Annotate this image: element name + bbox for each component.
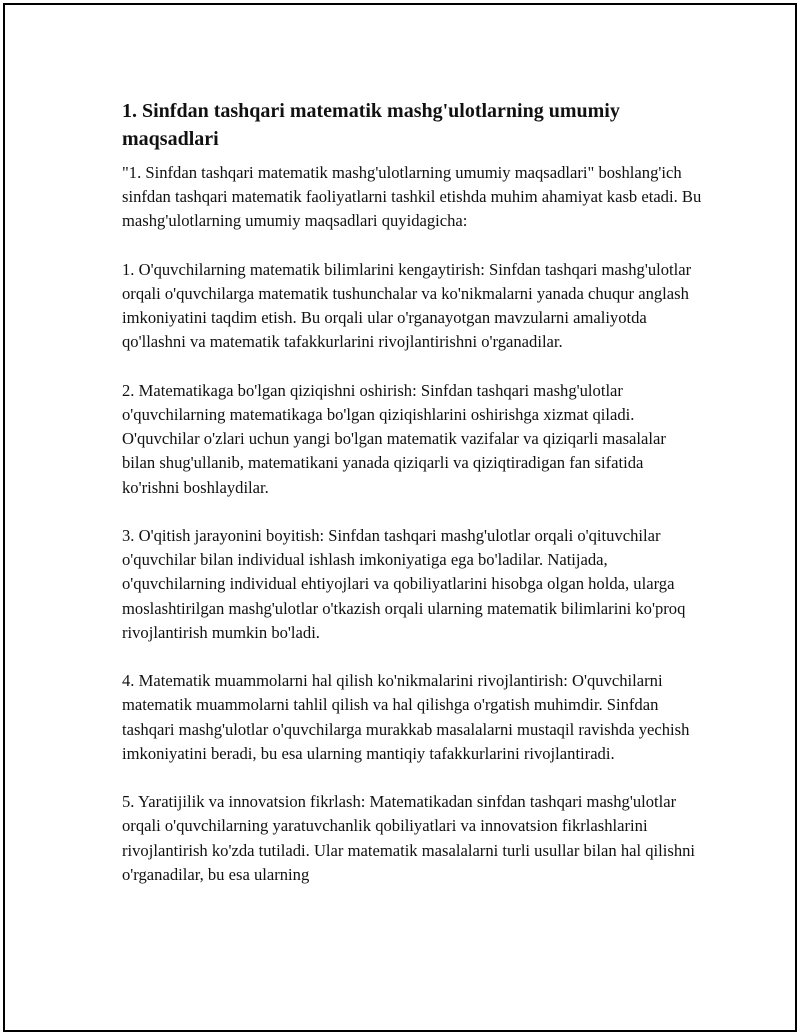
goal-item-1: 1. O'quvchilarning matematik bilimlarini kengaytirish: Sinfdan tashqari mashg'ulotlar orqali o'quvchilarga matematik tushunchalar va ko'nikmalarni yanada chuqur anglash imkoniyatini taqdim etish. Bu orqali ular o'rganayotgan mavzularni amaliyotda qo'llashni va matematik tafakkurlarini rivojlantirishni o'rganadilar. bbox=[122, 259, 692, 352]
paragraph-gap bbox=[122, 766, 702, 790]
intro-paragraph: "1. Sinfdan tashqari matematik mashg'ulotlarning umumiy maqsadlari" boshlang'ich sinfdan tashqari matematik faoliyatlarni tashkil etishda muhim ahamiyat kasb etadi. Bu mashg'ulotlarning umumiy maqsadlari quyidagicha: bbox=[122, 163, 702, 231]
section-heading: 1. Sinfdan tashqari matematik mashg'ulotlarning umumiy maqsadlari bbox=[122, 100, 620, 150]
goal-item-3: 3. O'qitish jarayonini boyitish: Sinfdan tashqari mashg'ulotlar orqali o'qituvchilar o'quvchilar bilan individual ishlash imkoniyatiga ega bo'ladilar. Natijada, o'quvchilarning individual ehtiyojlari va qobiliyatlarini hisobga olgan holda, ularga moslashtirilgan mashg'ulotlar o'tkazish orqali ularning matematik bilimlarini ko'proq rivojlantirish mumkin bo'ladi. bbox=[122, 526, 686, 642]
paragraph-gap bbox=[122, 645, 702, 669]
paragraph-gap bbox=[122, 355, 702, 379]
goal-item-5: 5. Yaratijilik va innovatsion fikrlash: Matematikadan sinfdan tashqari mashg'ulotlar orqali o'quvchilarning yaratuvchanlik qobiliyatlari va innovatsion fikrlashlarini rivojlantirish ko'zda tutiladi. Ular matematik masalalarni turli usullar bilan hal qilishni o'rganadilar, bu esa ularning bbox=[122, 792, 696, 884]
document-body bbox=[122, 97, 702, 887]
paragraph-gap bbox=[122, 234, 702, 258]
goal-item-2: 2. Matematikaga bo'lgan qiziqishni oshirish: Sinfdan tashqari mashg'ulotlar o'quvchilarning matematikaga bo'lgan qiziqishlarini oshirishga xizmat qiladi. O'quvchilar o'zlari uchun yangi bo'lgan matematik vazifalar va qiziqarli masalalar bilan shug'ullanib, matematikani yanada qiziqarli va qiziqtiradigan fan sifatida ko'rishni boshlaydilar. bbox=[122, 380, 666, 497]
goal-item-4: 4. Matematik muammolarni hal qilish ko'nikmalarini rivojlantirish: O'quvchilarni matematik muammolarni tahlil qilish va hal qilishga o'rgatish muhimdir. Sinfdan tashqari mashg'ulotlar o'quvchilarga murakkab masalalarni mustaqil ravishda yechish imkoniyatini beradi, bu esa ularning mantiqiy tafakkurlarini rivojlantiradi. bbox=[122, 671, 690, 763]
paragraph-gap bbox=[122, 500, 702, 524]
page-frame bbox=[3, 3, 797, 1032]
